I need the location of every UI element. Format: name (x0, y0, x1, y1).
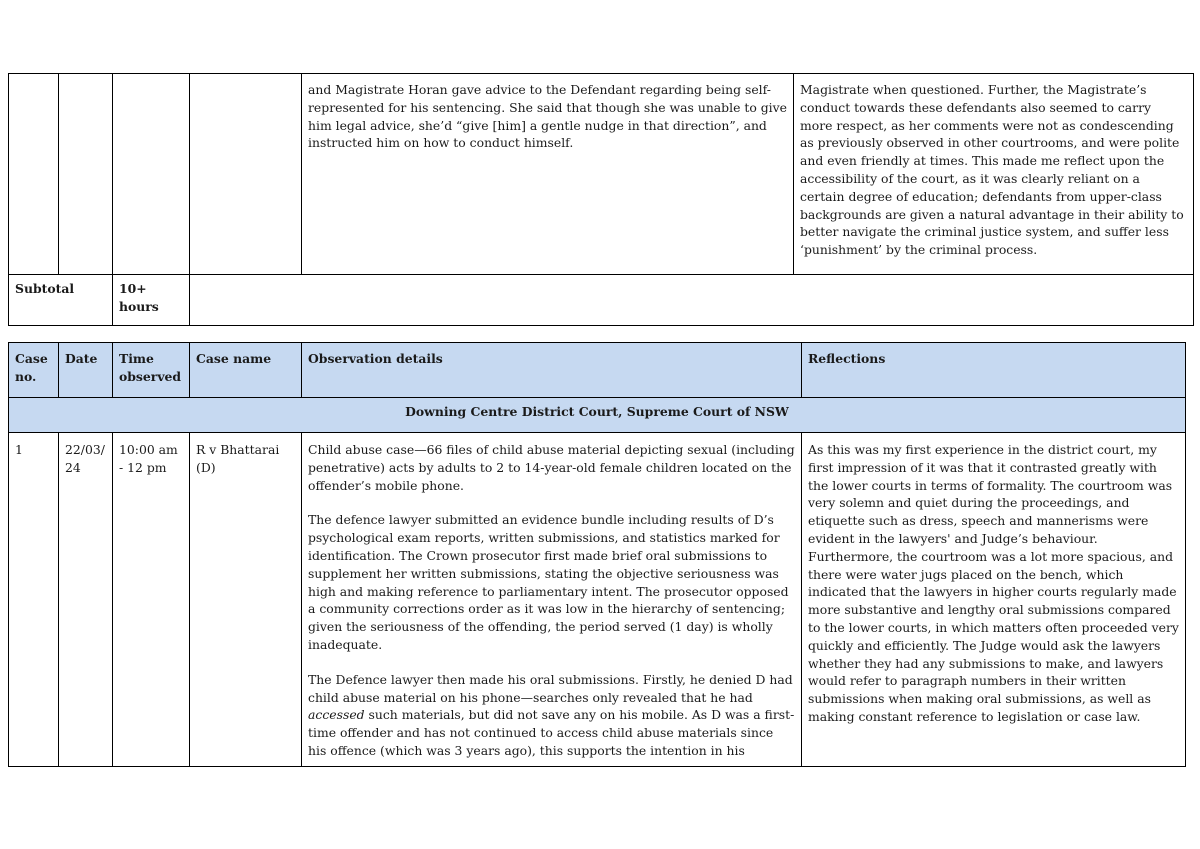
cell-reflection-continued: Magistrate when questioned. Further, the Magistrate’s conduct towards these defendants also seemed to carry more respect, as her comments were not as condescending as previously observed in other courtrooms, and were polite and even friendly at times. This made me reflect upon the accessibility of the court, as it was clearly reliant on a certain degree of education; defendants from upper-class backgrounds are given a natural advantage in their ability to better navigate the criminal justice system, and suffer less ‘punishment’ by the criminal process. (794, 74, 1194, 275)
header-case-no: Case no. (9, 343, 59, 398)
details-paragraph-3 (308, 671, 795, 760)
subtotal-value: 10+ hours (113, 275, 190, 326)
case-number: 1 (9, 433, 59, 767)
continued-table (8, 73, 1194, 326)
continued-row (9, 74, 1194, 275)
details-paragraph-2: The defence lawyer submitted an evidence bundle including results of D’s psychological exam reports, written submissions, and statistics marked for identification. The Crown prosecutor first made brief oral submissions to supplement her written submissions, stating the objective seriousness was high and making reference to parliamentary intent. The prosecutor opposed a community corrections order as it was low in the hierarchy of sentencing; given the seriousness of the offending, the period served (1 day) is wholly inadequate. (308, 512, 789, 652)
court-row (9, 398, 1186, 433)
subtotal-row (9, 275, 1194, 326)
court-name: Downing Centre District Court, Supreme Court of NSW (9, 398, 1186, 433)
case-reflection: As this was my first experience in the district court, my first impression of it was that it contrasted greatly with the lower courts in terms of formality. The courtroom was very solemn and quiet during the proceedings, and etiquette such as dress, speech and mannerisms were evident in the lawyers' and Judge’s behaviour. Furthermore, the courtroom was a lot more spacious, and there were water jugs placed on the bench, which indicated that the lawyers in higher courts regularly made more substantive and lengthy oral submissions compared to the lower courts, in which matters often proceeded very quickly and efficiently. The Judge would ask the lawyers whether they had any submissions to make, and lawyers would refer to paragraph numbers in their written submissions when making oral submissions, as well as making constant reference to legislation or case law. (802, 433, 1186, 767)
case-date: 22/03/24 (59, 433, 113, 767)
case-details (302, 433, 802, 767)
details-paragraph-1: Child abuse case—66 files of child abuse material depicting sexual (including penetrative) acts by adults to 2 to 14-year-old female children located on the offender’s mobile phone. (308, 442, 795, 493)
header-time: Time observed (113, 343, 190, 398)
cell-case-no-empty (9, 74, 59, 275)
cell-date-empty (59, 74, 113, 275)
header-row (9, 343, 1186, 398)
details-paragraph-3-start: The Defence lawyer then made his oral submissions. Firstly, he denied D had child abuse material on his phone—searches only revealed that he had (308, 671, 793, 705)
subtotal-empty (190, 275, 1194, 326)
header-details: Observation details (302, 343, 802, 398)
header-date: Date (59, 343, 113, 398)
subtotal-label: Subtotal (9, 275, 113, 326)
cell-time-empty (113, 74, 190, 275)
details-emphasis: accessed (308, 707, 365, 723)
observation-table (8, 342, 1186, 767)
details-paragraph-3-end: such materials, but did not save any on his mobile. As D was a first-time offender and has not continued to access child abuse materials since his offence (which was 3 years ago), this supports the intention in his (308, 707, 795, 758)
case-time: 10:00 am - 12 pm (113, 433, 190, 767)
header-case-name: Case name (190, 343, 302, 398)
case-name: R v Bhattarai (D) (190, 433, 302, 767)
cell-observation-continued: and Magistrate Horan gave advice to the Defendant regarding being self-represented for his sentencing. She said that though she was unable to give him legal advice, she’d “give [him] a gentle nudge in that direction”, and instructed him on how to conduct himself. (302, 74, 794, 275)
header-reflections: Reflections (802, 343, 1186, 398)
table-row (9, 433, 1186, 767)
cell-case-name-empty (190, 74, 302, 275)
